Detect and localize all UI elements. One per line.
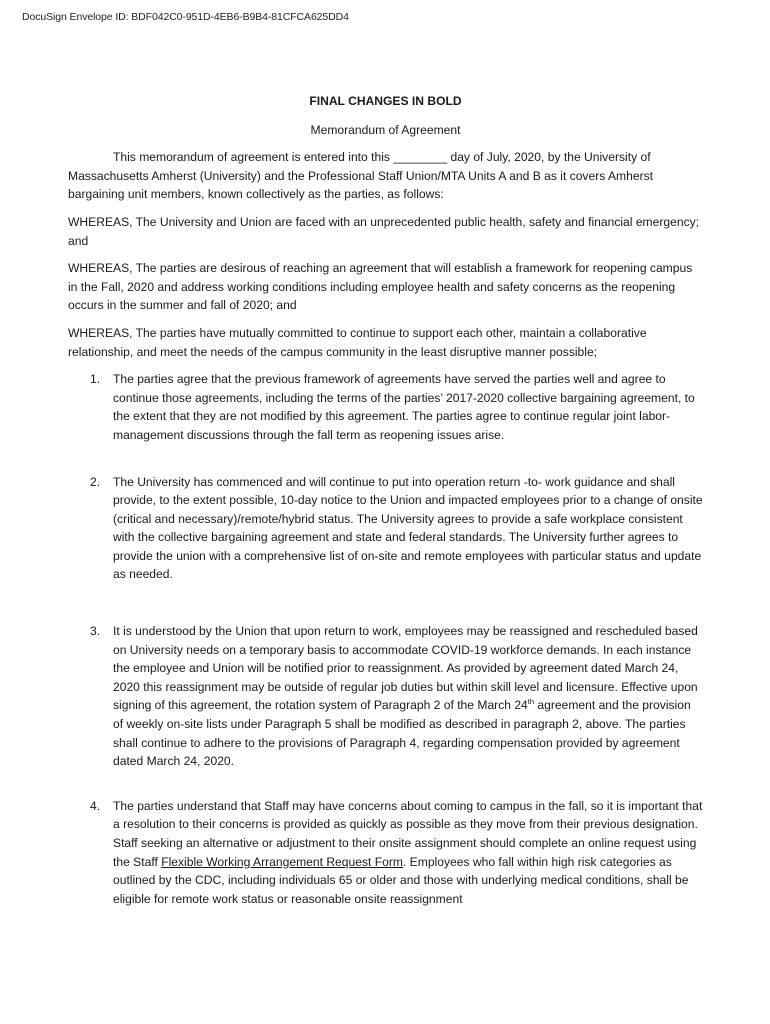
item-number: 3.: [90, 624, 101, 639]
agreement-list: [68, 370, 703, 908]
item-text: The University has commenced and will continue to put into operation return -to- work guidance and shall provide, to the extent possible, 10-day notice to the Union and impacted employees prior to a change of onsite (critical and necessary)/remote/hybrid status. The University agrees to provide a safe workplace consistent with the collective bargaining agreement and state and federal standards. The University further agrees to provide the union with a comprehensive list of on-site and remote employees with particular status and update as needed.: [113, 474, 703, 582]
item-number: 2.: [90, 474, 101, 489]
list-item: [68, 370, 703, 444]
whereas-clause-1: WHEREAS, The University and Union are faced with an unprecedented public health, safety and financial emergency; and: [68, 214, 700, 248]
item-text: The parties agree that the previous framework of agreements have served the parties well and agree to continue those agreements, including the terms of the parties’ 2017-2020 collective bargaining agreement, to the extent that they are not modified by this agreement. The parties agree to continue regular joint labor-management discussions through the fall term as reopening issues arise.: [113, 372, 695, 442]
item-text-part: It is understood by the Union that upon return to work, employees may be reassigned and rescheduled based on University needs on a temporary basis to accommodate COVID-19 workforce demands. In each instance the employee and Union will be notified prior to reassignment. As provided by agreement dated March 24, 2020 this reassignment may be outside of regular job duties but within skill level and licensure. Effective upon signing of this agreement, the rotation system of Paragraph 2 of the March 24: [113, 624, 698, 713]
ordinal-suffix: th: [527, 697, 535, 707]
envelope-id: DocuSign Envelope ID: BDF042C0-951D-4EB6-B9B4-81CFCA625DD4: [22, 11, 349, 23]
document-page: [68, 92, 703, 908]
list-item: [68, 797, 703, 909]
whereas-clause-3: WHEREAS, The parties have mutually committed to continue to support each other, maintain a collaborative relationship, and meet the needs of the campus community in the least disruptive manner possible;: [68, 325, 647, 359]
flexible-working-arrangement-link[interactable]: Flexible Working Arrangement Request Form: [161, 854, 403, 869]
list-item: [68, 622, 703, 771]
intro-paragraph: This memorandum of agreement is entered into this ________ day of July, 2020, by the University of Massachusetts Amherst (University) and the Professional Staff Union/MTA Units A and B as it covers Amherst bargaining unit members, known collectively as the parties, as follows:: [68, 150, 654, 202]
item-text: [113, 622, 703, 771]
item-text-part: The parties understand that Staff may have concerns about coming to campus in the fall, so it is important that a resolution to their concerns is provided as quickly as possible as they move from their previous designation. Staff seeking an alternative or adjustment to their onsite assignment should complete an online request using the Staff: [113, 798, 703, 869]
item-text-part: . Employees who fall within high risk categories as outlined by the CDC, including individuals 65 or older and those with underlying medical conditions, shall be eligible for remote work status or reasonable onsite reassignment: [113, 854, 689, 906]
item-text-part: agreement and the provision of weekly on-site lists under Paragraph 5 shall be modified as described in paragraph 2, above. The parties shall continue to adhere to the provisions of Paragraph 4, regarding compensation provided by agreement dated March 24, 2020.: [113, 698, 691, 769]
document-title: FINAL CHANGES IN BOLD: [309, 94, 462, 108]
whereas-clause-2: WHEREAS, The parties are desirous of reaching an agreement that will establish a framework for reopening campus in the Fall, 2020 and address working conditions including employee health and safety concerns as the reopening occurs in the summer and fall of 2020; and: [68, 261, 693, 313]
item-text: [113, 797, 703, 909]
list-item: [68, 473, 703, 585]
item-number: 4.: [90, 798, 101, 813]
item-number: 1.: [90, 372, 101, 387]
document-subtitle: Memorandum of Agreement: [310, 122, 461, 137]
